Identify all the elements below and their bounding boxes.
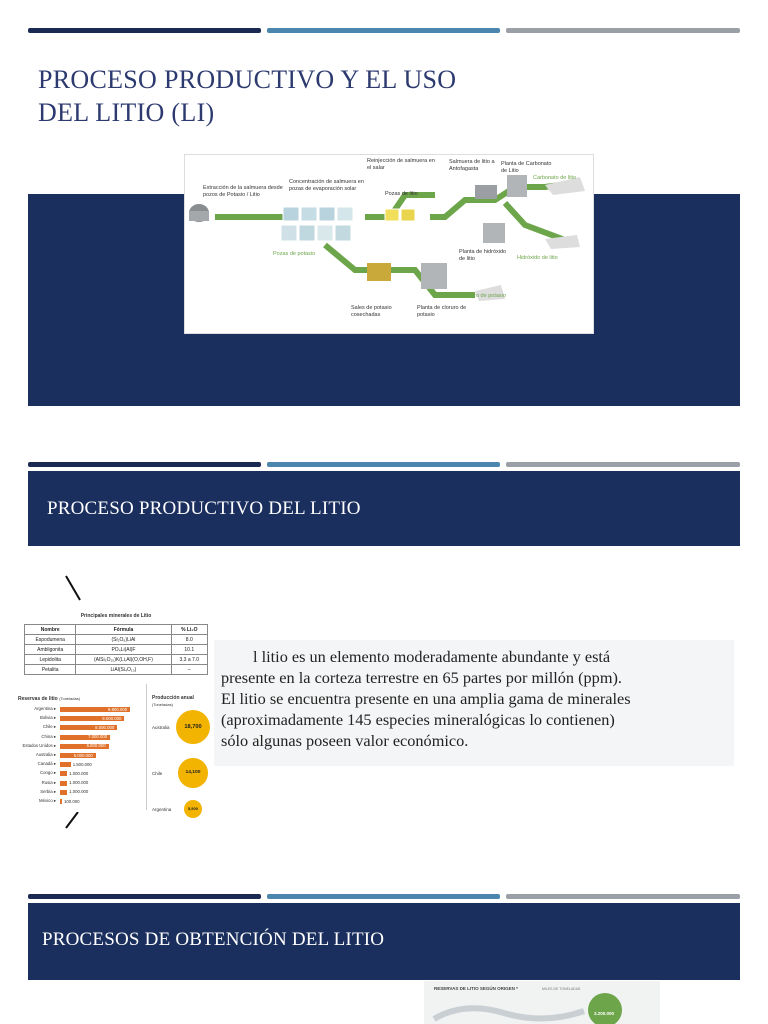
paragraph-line: El litio se encuentra presente en una amplia gama de minerales: [221, 689, 631, 708]
accent-bar-dark: [28, 28, 261, 33]
production-country-label: Australia: [152, 725, 170, 730]
accent-bar-dark: [28, 894, 261, 899]
paragraph-line: presente en la corteza terrestre en 65 partes por millón (ppm).: [221, 668, 622, 687]
bracket-bottom: [66, 812, 78, 828]
thumb-map: [424, 991, 660, 1024]
reserves-value-label: 8.000.000: [95, 724, 115, 730]
reserves-country-label: Bolivia ▸: [39, 715, 56, 721]
table-header-cell: % Li₂O: [171, 625, 207, 635]
lithium-pools: [385, 209, 415, 221]
table-cell: 10.1: [171, 645, 207, 655]
production-country-label: Chile: [152, 771, 163, 776]
table-header-cell: Nombre: [25, 625, 76, 635]
label-hydroxide: Hidróxido de litio: [517, 255, 558, 261]
label-hydroxide-plant: Planta de hidróxido de litio: [459, 249, 507, 262]
reserves-value-label: 1.000.000: [69, 789, 89, 795]
accent-bar-dark: [28, 462, 261, 467]
reserves-value-label: 9.000.000: [102, 715, 122, 721]
slide1-title-line1: PROCESO PRODUCTIVO Y EL USO: [38, 65, 457, 94]
reserves-country-label: Canadá ▸: [37, 761, 56, 767]
reserves-title-text: Reservas de litio: [18, 696, 58, 702]
reserves-value-label: 9.800.000: [108, 706, 128, 712]
reserves-country-label: Australia ▸: [35, 752, 56, 757]
table-cell: 3.3 a 7.0: [171, 655, 207, 665]
table-cell: Petalita: [25, 665, 76, 675]
reserves-bar: [60, 799, 62, 804]
label-brine-transport: Salmuera de litio a Antofagasta: [449, 159, 495, 172]
label-potash-pools: Pozas de potasio: [273, 251, 316, 257]
reserves-bar: [60, 790, 67, 795]
bracket-top: [66, 576, 80, 600]
label-carbonate-plant: Planta de Carbonato de Litio: [501, 161, 552, 174]
table-cell: –: [171, 665, 207, 675]
accent-bar-blue: [267, 462, 500, 467]
reserves-country-label: Estados Unidos ▸: [22, 742, 56, 748]
label-extraction: Extracción de la salmuera desde pozos de Potasio / Litio: [203, 185, 283, 198]
reserves-value-label: 100.000: [64, 798, 80, 804]
figure-divider: [146, 684, 147, 810]
production-circle: 18,700: [176, 710, 210, 744]
reserves-bar: [60, 771, 67, 776]
production-circle: 14,100: [178, 758, 208, 788]
table-row: [25, 635, 208, 645]
well-icon: [189, 211, 209, 221]
minerals-figure: [18, 606, 214, 812]
reserves-origin-thumbnail: [424, 981, 660, 1024]
label-concentration: Concentración de salmuera en pozas de evaporación solar: [289, 179, 364, 192]
label-reinjection: Reinjección de salmuera en el salar: [367, 158, 435, 171]
harvester-icon: [367, 263, 391, 281]
reserves-country-label: Rusia ▸: [41, 779, 56, 785]
table-cell: (AlSi₃O₁₀)K(Li,Al)(O,OH,F): [76, 655, 171, 665]
label-lithium-pools: Pozas de litio: [385, 191, 418, 197]
label-potassium-chloride: Cloruro de potasio: [461, 293, 506, 299]
green-circle: [588, 993, 622, 1024]
slide3-title: PROCESOS DE OBTENCIÓN DEL LITIO: [42, 929, 385, 950]
slide1-title-line2: DEL LITIO (LI): [38, 98, 215, 127]
production-unit: (Toneladas): [152, 702, 173, 707]
flow-arrow: [505, 203, 565, 240]
table-header-cell: Fórmula: [76, 625, 171, 635]
reserves-value-label: 1.000.000: [69, 780, 89, 786]
plant-icon: [483, 223, 505, 243]
accent-bar-blue: [267, 894, 500, 899]
label-carbonate: Carbonato de litio: [533, 175, 577, 181]
thumb-unit: MILES DE TONELADAS: [542, 987, 581, 991]
production-country-label: Argentina: [152, 807, 172, 812]
table-row: [25, 665, 208, 675]
reserves-bar: [60, 781, 67, 786]
slide2-title: PROCESO PRODUCTIVO DEL LITIO: [47, 498, 361, 519]
reserves-value-label: 1.000.000: [69, 770, 89, 776]
reserves-value-label: 6.800.000: [86, 743, 106, 749]
paragraph-line: (aproximadamente 145 especies mineralógicas lo contienen): [221, 710, 615, 729]
reserves-country-label: México ▸: [39, 798, 56, 803]
table-cell: Lepidolita: [25, 655, 76, 665]
plant-icon: [507, 175, 527, 197]
truck-icon: [475, 185, 497, 199]
table-cell: 8.0: [171, 635, 207, 645]
label-chloride-plant: Planta de cloruro de potasio: [417, 305, 467, 318]
reserves-country-label: Congo ▸: [39, 770, 56, 776]
accent-bar-grey: [506, 462, 740, 467]
thumb-value: 3.200.000: [594, 1011, 615, 1016]
table-header-row: [25, 625, 208, 635]
lithium-paragraph: [221, 646, 731, 751]
reserves-value-label: 5.000.000: [73, 752, 93, 758]
slide1-title: [38, 63, 558, 129]
paragraph-line: sólo algunas poseen valor económico.: [221, 731, 469, 750]
table-cell: Ambligonita: [25, 645, 76, 655]
flow-arrow: [325, 245, 475, 295]
map-shape: [434, 1008, 584, 1019]
label-harvested-salts: Sales de potasio cosechadas: [351, 305, 392, 318]
evaporation-pools: [281, 207, 353, 241]
table-row: [25, 645, 208, 655]
plant-icon: [421, 263, 447, 289]
thumb-title: RESERVAS DE LITIO SEGÚN ORIGEN *: [434, 986, 518, 991]
table-row: [25, 655, 208, 665]
reserves-country-label: Chile ▸: [42, 724, 56, 730]
accent-bar-blue: [267, 28, 500, 33]
reserves-value-label: 1.500.000: [72, 761, 92, 767]
flow-arrow: [365, 195, 435, 217]
paragraph-line: l litio es un elemento moderadamente abundante y está: [253, 647, 611, 666]
reserves-country-label: Serbia ▸: [40, 788, 56, 794]
reserves-country-label: China ▸: [41, 733, 56, 739]
reserves-unit: (Toneladas): [59, 696, 81, 701]
accent-bar-grey: [506, 894, 740, 899]
reserves-title: [18, 696, 80, 702]
accent-bar-grey: [506, 28, 740, 33]
reserves-bar: [60, 762, 71, 767]
production-title: Producción anual: [152, 695, 194, 701]
reserves-value-label: 7.000.000: [88, 734, 108, 740]
production-circle: 5,500: [184, 800, 202, 818]
table-cell: PO₄Li(Al)F: [76, 645, 171, 655]
minerals-table: [24, 624, 208, 675]
minerals-table-title: Principales minerales de Litio: [80, 613, 152, 619]
table-cell: Espodumena: [25, 635, 76, 645]
process-diagram: [184, 154, 594, 334]
table-cell: LiAl(Si₄O₁₀): [76, 665, 171, 675]
table-cell: (Si₂O₆)LiAl: [76, 635, 171, 645]
reserves-country-label: Argentina ▸: [34, 706, 56, 711]
